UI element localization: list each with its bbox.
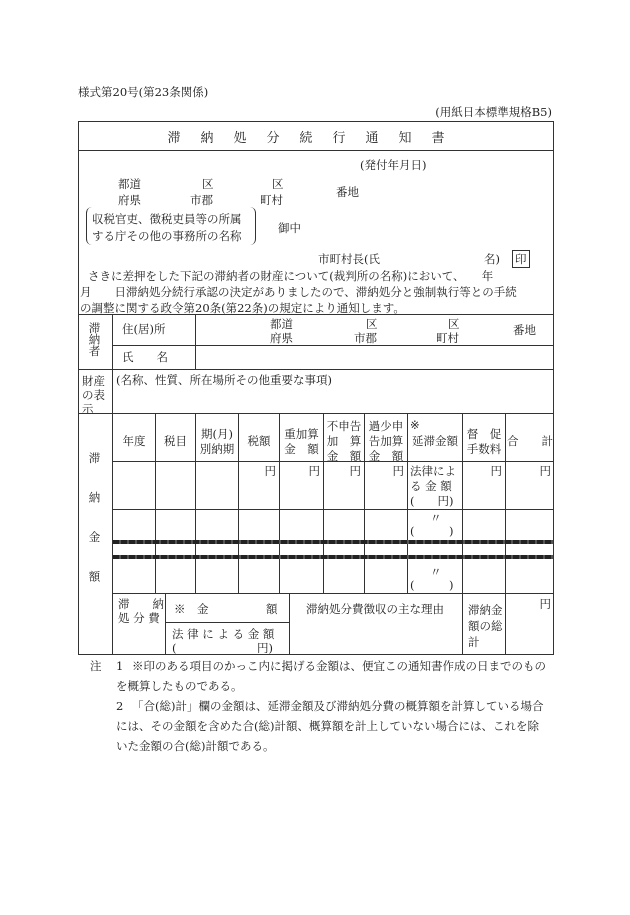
col-heavy-2: 金 額 [284, 442, 319, 456]
body-line1: さきに差押をした下記の滞納者の財産について(裁判所の名称)において、 年 [88, 269, 494, 283]
grand-total-3: 計 [468, 635, 480, 649]
col-year: 年度 [122, 434, 146, 448]
col-heavy-1: 重加算 [284, 427, 319, 441]
recipient-onchu: 御中 [278, 221, 301, 235]
property-desc: (名称、性質、所在場所その他重要な事項) [116, 373, 332, 387]
col-period-2: 別納期 [199, 442, 235, 456]
note-1-line2: を概算したものである。 [116, 679, 243, 693]
sender-label: 市町村長(氏 [318, 252, 380, 266]
col-total: 合 計 [507, 434, 553, 448]
issue-date: (発付年月日) [360, 158, 427, 172]
col-fee-1: 督 促 [466, 427, 502, 441]
grand-total-2: 額の総 [468, 619, 503, 633]
page-title: 滞納処分続行通知書 [167, 131, 465, 146]
col-tax-amount: 税額 [247, 434, 271, 448]
note-2-num: 2 [116, 699, 124, 713]
recipient-line1: 収税官吏、徴税吏員等の所属 [92, 212, 242, 226]
fee-legal-amount: 法 律 に よ る 金 額 [172, 627, 275, 641]
note-2-line1: 「合(総)計」欄の金額は、延滞金額及び滞納処分費の概算額を計算している場合 [132, 699, 544, 713]
col-tax-item: 税目 [164, 434, 187, 448]
fee-reason: 滞納処分費徴収の主な理由 [306, 602, 444, 616]
note-2-line2: には、その金額を含めた合(総)計額、概算額を計上していない場合には、これを除 [116, 719, 539, 733]
address-label: 住(居)所 [122, 322, 166, 336]
col-under-3: 金 額 [368, 449, 404, 463]
col-under-1: 過少申 [368, 419, 404, 433]
paper-size: (用紙日本標準規格B5) [435, 105, 552, 119]
note-2-line3: いた金額の合(総)計額である。 [116, 739, 275, 753]
col-fee-2: 手数料 [466, 442, 502, 456]
body-line3: の調整に関する政令第20条(第22条)の規定により通知します。 [80, 301, 405, 315]
grand-total-1: 滞納金 [468, 603, 503, 617]
name-label: 氏 名 [122, 350, 168, 364]
form-frame [78, 121, 554, 655]
fee-label-1: 滞 納 [118, 597, 164, 611]
taxpayer-label: 滞納者 [87, 322, 102, 357]
col-delay: 延滞金額 [412, 434, 458, 448]
col-nonfiling-2: 加 算 [326, 434, 362, 448]
break-line [113, 540, 553, 544]
form-id: 様式第20号(第23条関係) [78, 85, 209, 99]
notes-label: 注 [90, 659, 102, 673]
col-under-2: 告加算 [368, 434, 404, 448]
fee-legal-yen: ( 円) [172, 641, 273, 655]
body-line2: 月 日滞納処分続行承認の決定がありましたので、滞納処分と強制執行等との手続 [80, 285, 517, 299]
col-nonfiling-3: 金 額 [326, 449, 362, 463]
break-line [113, 555, 553, 559]
note-1-num: 1 [116, 659, 124, 673]
col-nonfiling-1: 不申告 [326, 419, 362, 433]
note-1-line1: ※印のある項目のかっこ内に掲げる金額は、便宜この通知書作成の日までのもの [132, 659, 546, 673]
amounts-label: 滞納金額 [87, 452, 102, 610]
sender-name-suffix: 名) [484, 252, 500, 266]
seal-mark: 印 [512, 250, 530, 268]
grand-total-yen: 円 [539, 597, 551, 611]
recipient-line2: する庁その他の事務所の名称 [92, 229, 242, 243]
col-period-1: 期(月) [201, 427, 233, 441]
fee-amount-mark: ※ 金 額 [174, 602, 278, 616]
fee-label-2: 処 分 費 [118, 611, 160, 625]
col-delay-mark: ※ [410, 418, 420, 432]
property-label: 財産の表示 [82, 374, 105, 416]
